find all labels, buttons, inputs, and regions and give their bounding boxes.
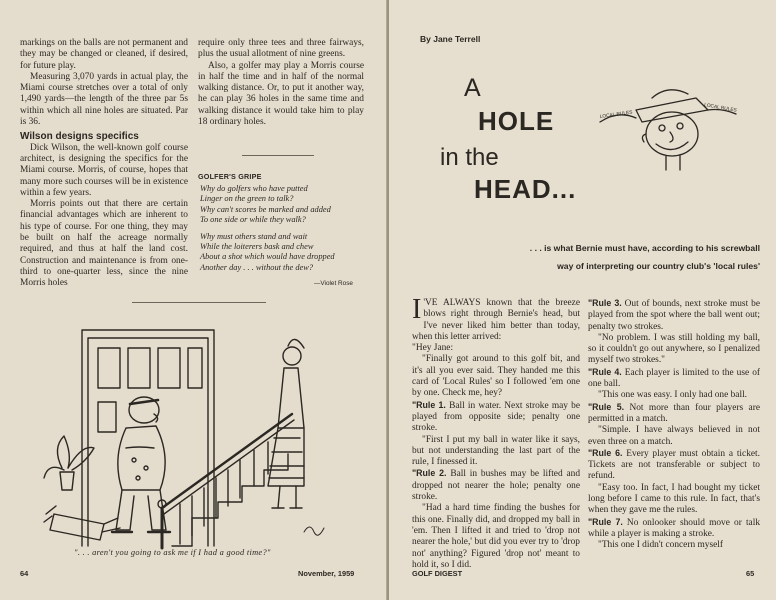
poem-body bbox=[200, 184, 370, 279]
poem-line: Why do golfers who have putted bbox=[200, 184, 308, 193]
left-col1-paragraph-2: Measuring 3,070 yards in actual play, the Miami course stretches over a total of only 1,490 yards—the length of the three par 5s within which all nine holes are situated. Par is 36. bbox=[20, 71, 188, 128]
deck-line-2: way of interpreting our country club's 'local rules' bbox=[557, 261, 760, 271]
rule-3 bbox=[588, 298, 760, 333]
rule-1 bbox=[412, 400, 580, 435]
rule-7-text: No onlooker should move or talk while a player is making a stroke. bbox=[588, 517, 761, 539]
issue-date: November, 1959 bbox=[298, 569, 355, 578]
poem-stanza-1 bbox=[200, 184, 370, 226]
rule-1-text: Ball in water. Next stroke may be played from opposite side; penalty one stroke. bbox=[412, 400, 581, 434]
left-col1-paragraph-4: Morris points out that there are certain financial advantages which are inherent to his type of course. For one thing, they may be built on half the acreage normally required, and thus at half the land cost. Construction and maintenance is from one-third to one-quarter less, since the nine Morris holes bbox=[20, 199, 188, 289]
right-col1-paragraph-3: "Finally got around to this golf bit, and it's all you ever said. They handed me this card of 'Local Rules' so I followed 'em one by one. Check me, hey? bbox=[412, 354, 580, 399]
page-number-right: 65 bbox=[746, 569, 755, 578]
poem-title: GOLFER'S GRIPE bbox=[198, 172, 262, 181]
poem-line: To one side or while they walk? bbox=[200, 215, 306, 225]
rule-5-text: Not more than four players are permitted in a match. bbox=[588, 402, 760, 424]
bernie-caricature bbox=[596, 84, 738, 172]
rule-5 bbox=[588, 402, 760, 426]
rule-3-label: "Rule 3. bbox=[588, 298, 622, 308]
cartoon-top-rule bbox=[132, 302, 266, 303]
rule-6 bbox=[588, 448, 760, 483]
right-col1-paragraph-5: "Had a hard time finding the bushes for this one. Finally did, and dropped my ball in 'em. Then I lifted it and tried to 'drop not nearer the hole,' but did you ever try to 'drop not' anything? Figured 'drop not' meant to hold it, so I did. bbox=[412, 503, 580, 570]
cartoon-illustration bbox=[42, 318, 356, 562]
left-column-1 bbox=[20, 38, 188, 290]
drop-cap: I bbox=[412, 294, 422, 325]
rule-3-text: Out of bounds, next stroke must be played from the spot where the ball went out; penalty two strokes. bbox=[588, 299, 761, 332]
rule-4 bbox=[588, 367, 760, 391]
rule-2-label: "Rule 2. bbox=[412, 468, 447, 479]
right-column-1 bbox=[412, 294, 581, 571]
rule-6-label: "Rule 6. bbox=[588, 447, 623, 458]
title-line-hole: HOLE bbox=[478, 106, 555, 136]
left-col2-paragraph-1: require only three tees and three fairways, plus the usual allotment of nine greens. bbox=[198, 38, 364, 60]
title-line-in-the: in the bbox=[440, 144, 499, 171]
right-column-2 bbox=[588, 298, 760, 552]
poem-stanza-2 bbox=[200, 232, 370, 274]
right-col2-paragraph-5: "This one I didn't concern myself bbox=[598, 540, 724, 551]
right-col1-paragraph-4: "First I put my ball in water like it says, but not understanding the last part of the rule, I finessed it. bbox=[412, 434, 580, 468]
rule-7 bbox=[588, 517, 760, 541]
article-opening bbox=[412, 294, 580, 343]
title-line-head: HEAD... bbox=[474, 174, 577, 204]
hat-lettering-right: LOCAL RULES bbox=[703, 103, 737, 114]
magazine-name: GOLF DIGEST bbox=[412, 569, 463, 578]
poem-line: While the loiterers bask and chew bbox=[200, 242, 314, 252]
rule-2 bbox=[412, 468, 580, 503]
poem-line: About a shot which would have dropped bbox=[200, 252, 335, 262]
hat-lettering-left: LOCAL RULES bbox=[599, 110, 633, 120]
poem-author: —Violet Rose bbox=[314, 280, 353, 287]
poem-line: Linger on the green to talk? bbox=[200, 194, 294, 204]
cartoon-caption: ". . . aren't you going to ask me if I had a good time?" bbox=[74, 548, 271, 557]
poem-line: Another day . . . without the dew? bbox=[200, 262, 314, 272]
page-number-left: 64 bbox=[20, 569, 29, 578]
poem-line: Why must others stand and wait bbox=[200, 231, 308, 241]
left-col1-paragraph-1: markings on the balls are not permanent and they may be changed or cleaned, if desired, for future play. bbox=[20, 38, 188, 71]
rule-2-text: Ball in bushes may be lifted and dropped not nearer the hole; penalty one stroke. bbox=[412, 469, 581, 503]
poem-line: Why can't scores be marked and added bbox=[200, 204, 331, 214]
title-line-a: A bbox=[464, 74, 481, 102]
left-col1-paragraph-3: Dick Wilson, the well-known golf course architect, is designing the specifics for the Miami course. Morris, of course, hopes that many more such courses will be in existence within a few years. bbox=[20, 142, 188, 198]
rule-4-text: Each player is limited to the use of one ball. bbox=[588, 367, 761, 390]
deck-line-1: . . . is what Bernie must have, according to his screwball bbox=[529, 243, 760, 253]
right-col2-paragraph-4: "Easy too. In fact, I had bought my ticket long before I came to this rule. In fact, that's when they gave me the rules. bbox=[588, 482, 760, 516]
rule-1-label: "Rule 1. bbox=[412, 399, 446, 410]
poem-top-rule bbox=[242, 155, 314, 156]
right-col2-paragraph-3: "Simple. I have always believed in not even three on a match. bbox=[588, 425, 760, 447]
right-col2-paragraph-1: "No problem. I was still holding my ball, so it couldn't go out anywhere, so I penalized myself two strokes." bbox=[588, 332, 760, 366]
right-col2-paragraph-2: "This one was easy. I only had one ball. bbox=[598, 390, 748, 401]
rule-6-text: Every player must obtain a ticket. Tickets are not transferable or subject to refund. bbox=[588, 448, 760, 482]
section-heading: Wilson designs specifics bbox=[20, 131, 139, 143]
rule-5-label: "Rule 5. bbox=[588, 401, 625, 412]
rule-4-label: "Rule 4. bbox=[588, 366, 622, 377]
byline: By Jane Terrell bbox=[420, 34, 481, 44]
letter-salutation: "Hey Jane: bbox=[412, 343, 454, 354]
left-col2-paragraph-2: Also, a golfer may play a Morris course in half the time and in half of the normal walking distance. Or, to put it another way, he can play 36 holes in the same time and walking distance it would take him to play 18 ordinary holes. bbox=[198, 60, 364, 128]
rule-7-label: "Rule 7. bbox=[588, 516, 623, 527]
left-column-2 bbox=[198, 38, 364, 128]
opening-text: 'VE ALWAYS known that the breeze blows right through Bernie's head, but I've never liked him better than today, when this letter arrived: bbox=[412, 298, 580, 342]
